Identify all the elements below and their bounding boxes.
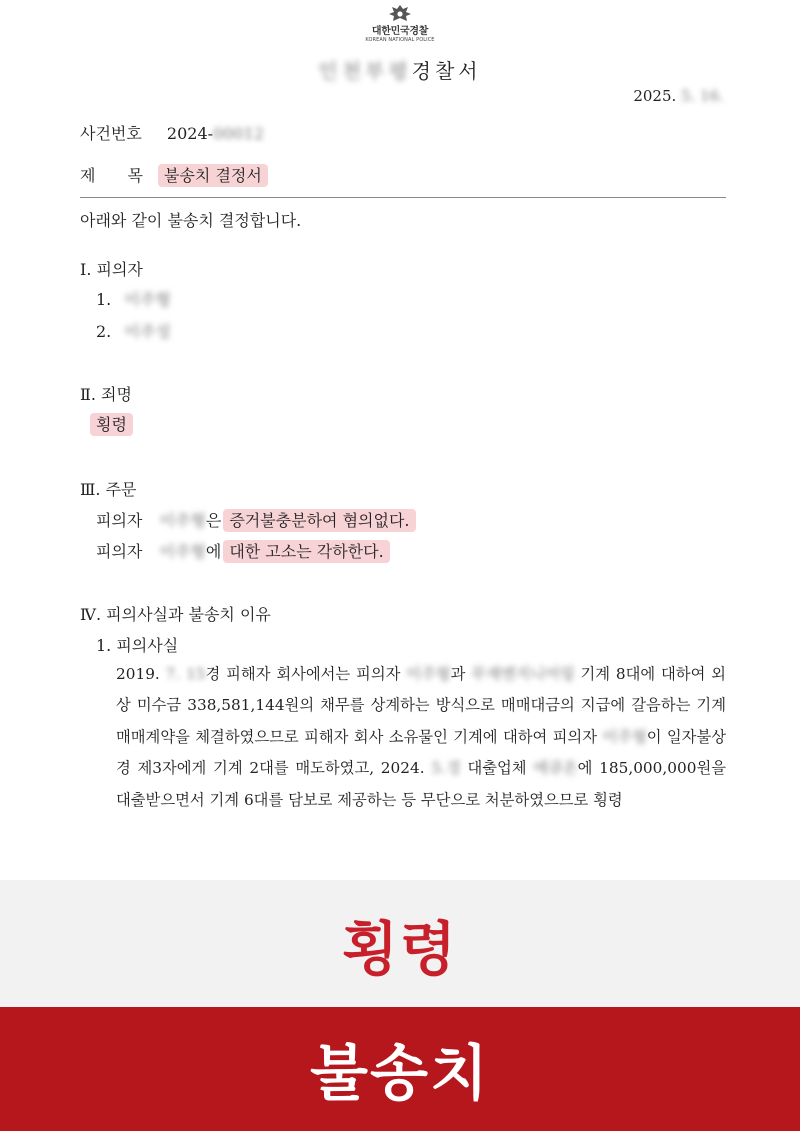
charge-banner xyxy=(0,880,800,1007)
charge-banner-text: 횡령 xyxy=(341,914,459,983)
police-logo xyxy=(360,4,440,43)
logo-name-ko: 대한민국경찰 xyxy=(371,26,429,37)
case-label: 사건번호 xyxy=(80,124,142,143)
order-line xyxy=(96,508,416,531)
suspect-name-masked: 이주형 xyxy=(124,290,171,309)
facts-masked-name: 이주형 xyxy=(406,665,451,683)
decision-banner xyxy=(0,1007,800,1131)
case-prefix: 2024- xyxy=(166,124,214,143)
subject-label: 제 목 xyxy=(80,166,143,185)
date-prefix: 2025. xyxy=(633,87,677,105)
facts-text: 경 피해자 회사에서는 피의자 xyxy=(205,665,401,683)
facts-masked-name: 이주형 xyxy=(602,727,647,746)
order-decision-text: 대한 고소는 각하한다. xyxy=(223,540,389,563)
date-masked: 5. 16. xyxy=(681,87,724,105)
order-decision-text: 증거불충분하여 혐의없다. xyxy=(223,509,415,532)
facts-masked-date: 7. 15 xyxy=(165,665,206,683)
suspect-num: 2. xyxy=(96,322,112,341)
section-charge-heading: Ⅱ. 죄명 xyxy=(80,385,132,404)
charge-value: 횡령 xyxy=(90,413,133,436)
facts-text: 2019. xyxy=(116,665,160,683)
facts-text: 대출업체 xyxy=(467,759,527,778)
order-particle: 은 xyxy=(205,511,222,530)
facts-masked-company: 에큐온 xyxy=(533,759,578,778)
section-order-heading: Ⅲ. 주문 xyxy=(80,480,137,499)
suspect-item xyxy=(96,287,171,310)
divider xyxy=(80,197,726,198)
subject-value: 불송치 결정서 xyxy=(158,164,268,187)
charge-row xyxy=(90,412,133,435)
doc-title xyxy=(0,55,800,84)
case-masked: 00012 xyxy=(213,124,264,143)
facts-text: 과 xyxy=(450,665,466,683)
facts-text: 이 일자불상경 제3자에게 기계 2대를 매도하였고, 2024. xyxy=(116,727,727,778)
order-particle: 에 xyxy=(205,542,222,561)
section-suspects-heading: Ⅰ. 피의자 xyxy=(80,260,143,279)
station-name-masked: 인천부평 xyxy=(318,59,412,83)
decision-banner-text: 불송치 xyxy=(310,1039,490,1109)
order-label: 피의자 xyxy=(96,511,143,530)
order-name-masked: 이주형 xyxy=(159,542,206,561)
subject-row xyxy=(80,163,268,186)
order-line xyxy=(96,539,390,562)
facts-text: 기계 8대에 대하여 외상 미수금 338,581,144원의 채무를 상계하는 방식으로 매매대금의 지급에 갈음하는 기계매매계약을 체결하였으므로 피해자 회사 소유물인 기계에 대하여 피의자 xyxy=(116,665,726,746)
case-number-row xyxy=(80,121,264,144)
facts-masked-date: 5.경 xyxy=(431,759,461,778)
intro-text: 아래와 같이 불송치 결정합니다. xyxy=(80,211,302,230)
suspect-item xyxy=(96,319,171,342)
order-name-masked: 이주형 xyxy=(159,511,206,530)
section-facts-heading: Ⅳ. 피의사실과 불송치 이유 xyxy=(80,605,271,624)
title-suffix: 경찰서 xyxy=(411,59,482,83)
order-label: 피의자 xyxy=(96,542,143,561)
doc-date xyxy=(633,87,724,105)
facts-text: 에 185,000,000원을 대출받으면서 기계 6대를 담보로 제공하는 등 무단으로 처분하였으므로 횡령 xyxy=(116,759,727,809)
logo-name-en: KOREAN NATIONAL POLICE xyxy=(365,37,435,43)
facts-paragraph xyxy=(116,659,726,816)
facts-masked-company: 무재엔지니어링 xyxy=(471,665,575,683)
suspect-num: 1. xyxy=(96,290,112,309)
police-emblem-icon xyxy=(387,4,413,22)
facts-subheading: 1. 피의사실 xyxy=(96,636,179,655)
suspect-name-masked: 이주성 xyxy=(124,322,171,341)
